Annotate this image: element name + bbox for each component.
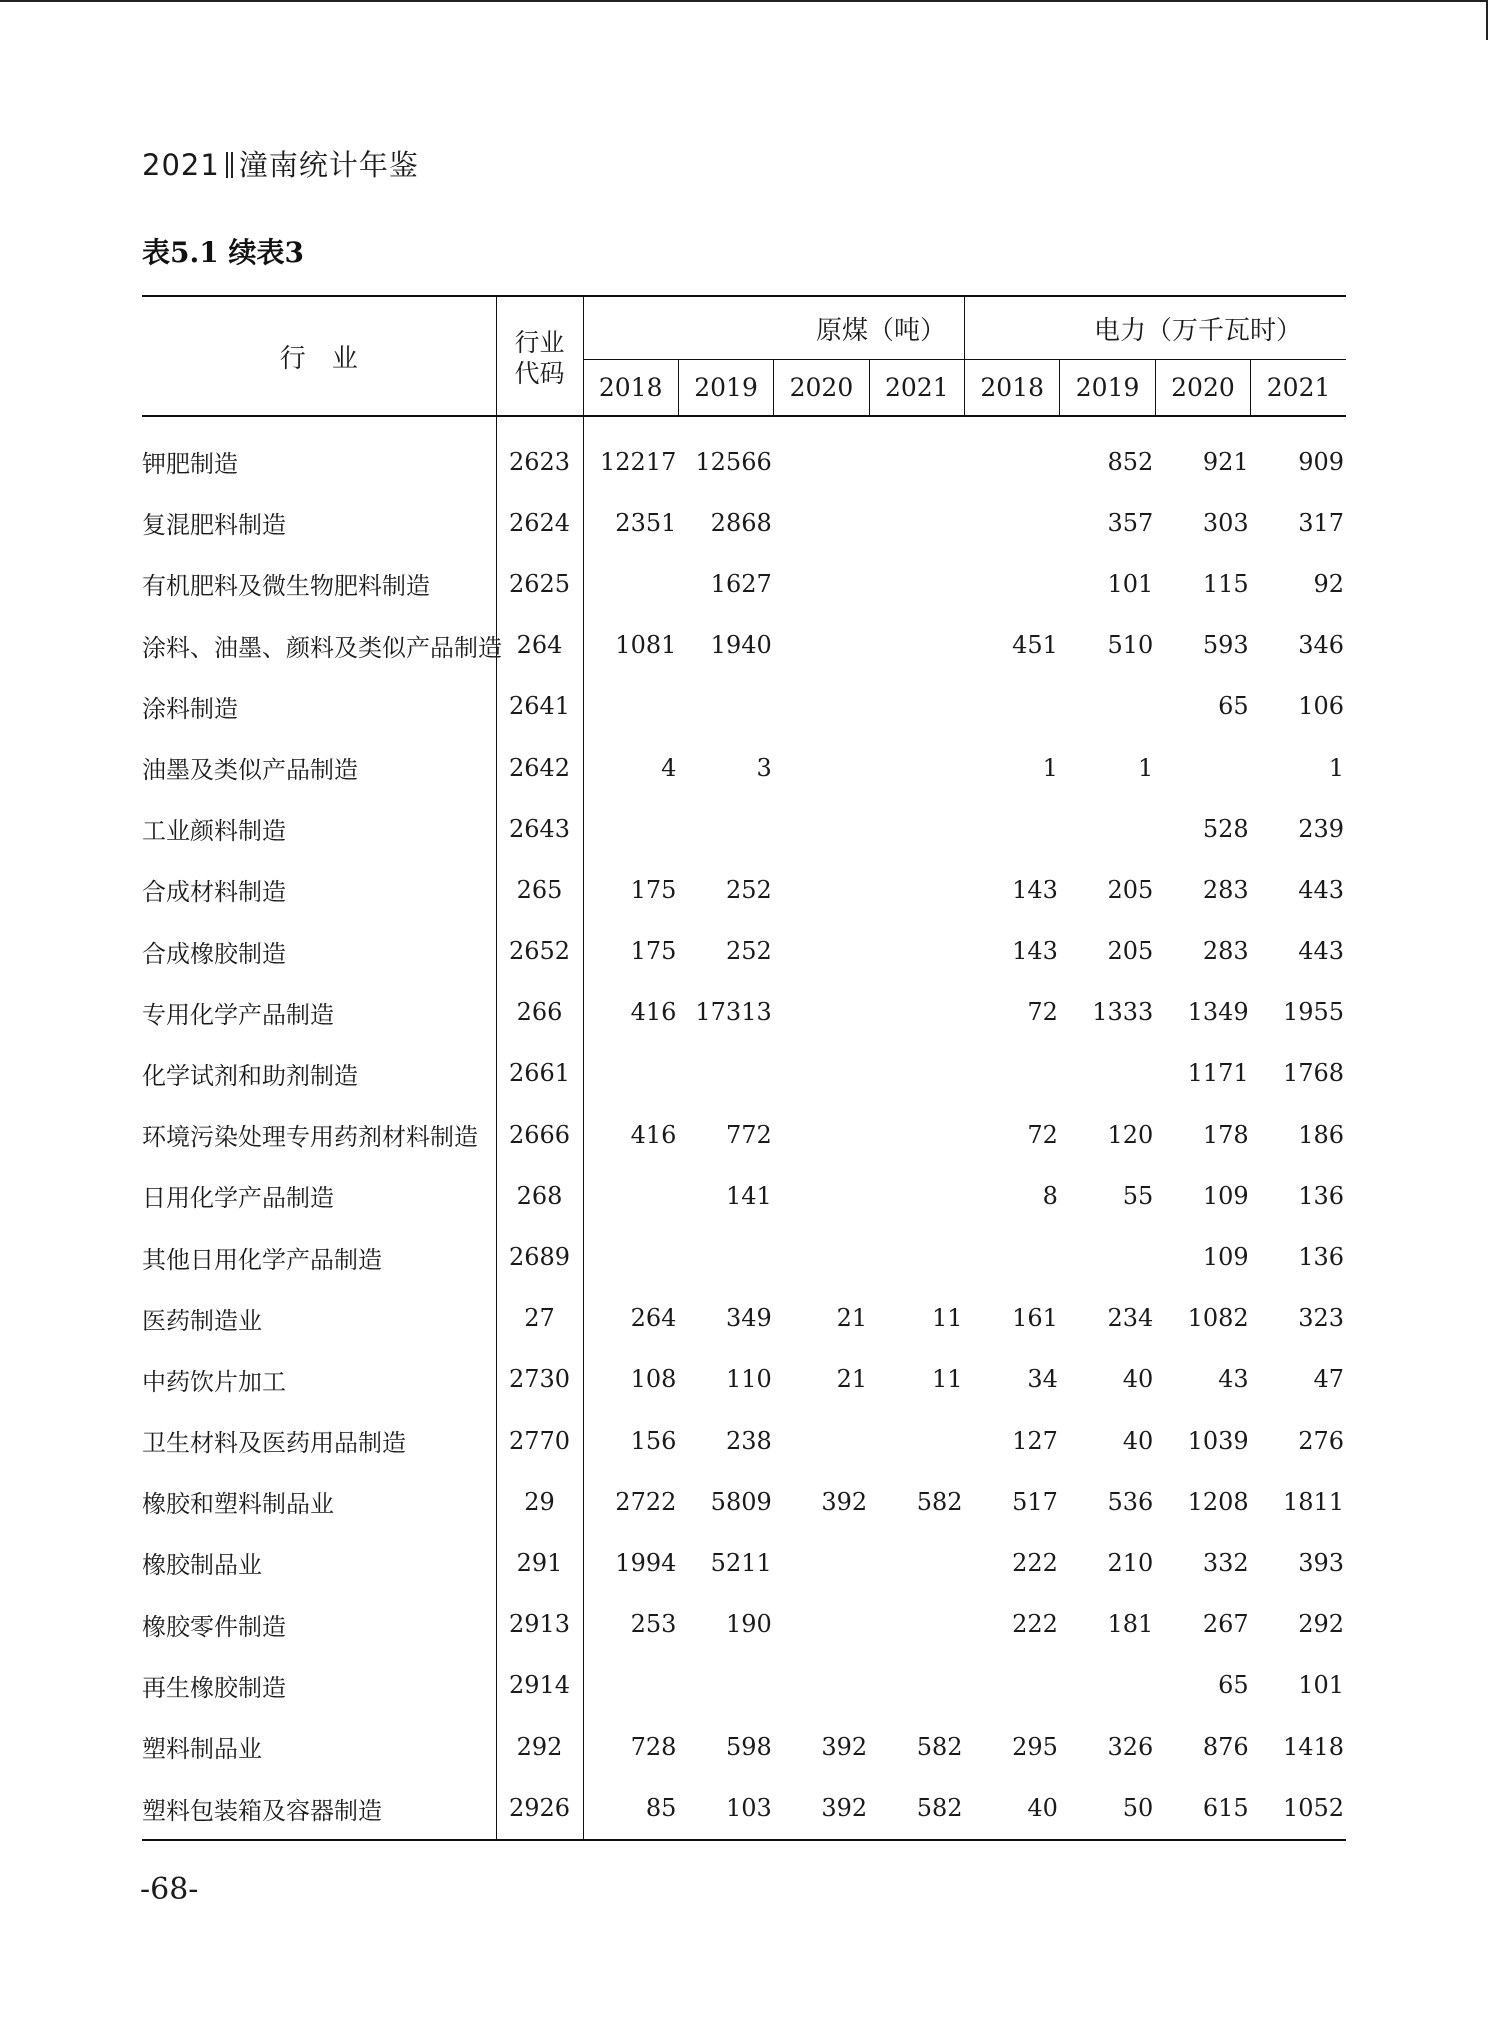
power-value-cell: 292 — [1298, 1610, 1345, 1639]
power-value-cell: 876 — [1202, 1732, 1249, 1761]
industry-code-cell: 27 — [496, 1288, 583, 1349]
coal-value-cell — [869, 1165, 964, 1226]
power-value-cell: 528 — [1202, 814, 1249, 843]
power-value-cell: 181 — [1107, 1610, 1154, 1639]
power-value-cell: 283 — [1202, 937, 1249, 966]
coal-value-cell: 2722 — [615, 1487, 677, 1516]
coal-value-cell — [869, 1655, 964, 1716]
industry-code-cell: 2643 — [496, 798, 583, 859]
coal-value-cell: 175 — [630, 937, 677, 966]
coal-value-cell: 2868 — [710, 508, 772, 537]
power-value-cell — [1060, 1226, 1155, 1287]
statistics-table — [142, 295, 1346, 1841]
power-value-cell: 92 — [1313, 569, 1345, 598]
table-row — [142, 1777, 1346, 1840]
statistics-table-container — [142, 295, 1346, 1841]
industry-name-cell: 再生橡胶制造 — [142, 1655, 496, 1716]
coal-value-cell: 110 — [725, 1365, 772, 1394]
table-row — [142, 1532, 1346, 1593]
header-separator — [226, 152, 233, 178]
industry-name-cell: 化学试剂和助剂制造 — [142, 1043, 496, 1104]
coal-value-cell: 21 — [836, 1304, 868, 1333]
coal-value-cell: 11 — [931, 1304, 963, 1333]
power-value-cell: 510 — [1107, 631, 1154, 660]
power-value-cell: 136 — [1298, 1181, 1345, 1210]
table-row — [142, 859, 1346, 920]
power-value-cell: 323 — [1298, 1304, 1345, 1333]
coal-value-cell — [583, 676, 678, 737]
power-value-cell: 1208 — [1187, 1487, 1249, 1516]
industry-code-cell: 2623 — [496, 416, 583, 492]
table-row — [142, 1716, 1346, 1777]
power-value-cell — [1155, 737, 1250, 798]
coal-value-cell — [583, 553, 678, 614]
table-row — [142, 1655, 1346, 1716]
industry-code-cell: 268 — [496, 1165, 583, 1226]
coal-value-cell: 1081 — [615, 631, 677, 660]
power-value-cell: 1171 — [1187, 1059, 1249, 1088]
industry-code-cell: 2641 — [496, 676, 583, 737]
power-value-cell: 326 — [1107, 1732, 1154, 1761]
coal-value-cell — [869, 1410, 964, 1471]
coal-value-cell: 4 — [661, 753, 677, 782]
power-year-header: 2018 — [965, 360, 1060, 417]
industry-code-cell: 2914 — [496, 1655, 583, 1716]
industry-name-cell: 涂料、油墨、颜料及类似产品制造 — [142, 615, 496, 676]
table-row — [142, 1471, 1346, 1532]
industry-name-cell: 橡胶零件制造 — [142, 1594, 496, 1655]
power-value-cell: 55 — [1122, 1181, 1154, 1210]
power-value-cell: 43 — [1218, 1365, 1249, 1394]
power-value-cell: 106 — [1298, 692, 1345, 721]
power-value-cell: 239 — [1298, 814, 1345, 843]
coal-value-cell: 253 — [630, 1610, 677, 1639]
coal-value-cell: 5809 — [710, 1487, 772, 1516]
industry-name-cell: 医药制造业 — [142, 1288, 496, 1349]
power-value-cell: 536 — [1107, 1487, 1154, 1516]
power-value-cell — [1060, 1655, 1155, 1716]
coal-value-cell — [869, 1043, 964, 1104]
coal-value-cell — [774, 982, 869, 1043]
running-header — [142, 143, 419, 184]
coal-value-cell — [774, 676, 869, 737]
power-value-cell: 852 — [1107, 447, 1154, 476]
power-value-cell: 1 — [1328, 753, 1345, 782]
coal-value-cell: 1627 — [710, 569, 772, 598]
coal-value-cell: 416 — [630, 1120, 677, 1149]
power-value-cell: 72 — [1027, 1120, 1058, 1149]
coal-value-cell: 17313 — [695, 998, 772, 1027]
power-value-cell: 1333 — [1092, 998, 1154, 1027]
coal-value-cell — [774, 859, 869, 920]
industry-name-cell: 其他日用化学产品制造 — [142, 1226, 496, 1287]
coal-value-cell — [583, 1226, 678, 1287]
coal-value-cell — [774, 1594, 869, 1655]
power-value-cell: 161 — [1012, 1304, 1058, 1333]
power-value-cell: 136 — [1298, 1243, 1345, 1272]
industry-name-cell: 工业颜料制造 — [142, 798, 496, 859]
industry-name-cell: 有机肥料及微生物肥料制造 — [142, 553, 496, 614]
table-body — [142, 416, 1346, 1840]
power-value-cell: 1811 — [1282, 1487, 1345, 1516]
coal-value-cell — [869, 737, 964, 798]
coal-value-cell — [869, 1226, 964, 1287]
power-value-cell — [965, 1043, 1060, 1104]
industry-name-cell: 合成材料制造 — [142, 859, 496, 920]
power-value-cell: 1082 — [1187, 1304, 1249, 1333]
coal-value-cell — [869, 492, 964, 553]
coal-value-cell: 156 — [630, 1426, 677, 1455]
table-header — [142, 296, 1346, 416]
power-value-cell: 276 — [1298, 1426, 1345, 1455]
industry-code-cell: 2666 — [496, 1104, 583, 1165]
page-edge-line-top — [0, 0, 1488, 2]
coal-value-cell — [583, 1165, 678, 1226]
power-value-cell: 65 — [1218, 1671, 1249, 1700]
power-value-cell: 303 — [1202, 508, 1249, 537]
table-row — [142, 416, 1346, 492]
power-value-cell: 8 — [1042, 1181, 1058, 1210]
power-value-cell: 143 — [1012, 875, 1058, 904]
power-value-cell: 1955 — [1282, 998, 1345, 1027]
coal-value-cell — [774, 1410, 869, 1471]
industry-code-cell: 265 — [496, 859, 583, 920]
power-value-cell: 1 — [1137, 753, 1154, 782]
power-value-cell: 120 — [1107, 1120, 1154, 1149]
power-value-cell: 1418 — [1282, 1732, 1345, 1761]
coal-value-cell: 21 — [836, 1365, 868, 1394]
power-value-cell: 593 — [1202, 631, 1249, 660]
industry-name-cell: 塑料包装箱及容器制造 — [142, 1777, 496, 1840]
table-row — [142, 1104, 1346, 1165]
power-value-cell: 72 — [1027, 998, 1058, 1027]
coal-year-header: 2020 — [774, 360, 869, 417]
industry-name-cell: 复混肥料制造 — [142, 492, 496, 553]
industry-name-cell: 合成橡胶制造 — [142, 921, 496, 982]
coal-value-cell — [774, 615, 869, 676]
power-value-cell — [1060, 676, 1155, 737]
industry-name-cell: 专用化学产品制造 — [142, 982, 496, 1043]
coal-value-cell: 190 — [725, 1610, 772, 1639]
coal-value-cell: 582 — [916, 1487, 963, 1516]
header-book-title: 潼南统计年鉴 — [238, 148, 419, 182]
power-value-cell: 205 — [1107, 937, 1154, 966]
power-value-cell — [965, 553, 1060, 614]
table-row — [142, 1410, 1346, 1471]
industry-code-cell: 2625 — [496, 553, 583, 614]
coal-value-cell: 108 — [630, 1365, 677, 1394]
column-header-code-line1: 行业 — [514, 327, 565, 357]
industry-name-cell: 涂料制造 — [142, 676, 496, 737]
power-value-cell: 357 — [1107, 508, 1154, 537]
coal-value-cell: 85 — [583, 1777, 678, 1840]
power-value-cell: 517 — [1012, 1487, 1058, 1516]
power-value-cell: 127 — [1012, 1426, 1058, 1455]
table-row — [142, 921, 1346, 982]
coal-value-cell: 392 — [821, 1487, 868, 1516]
table-row — [142, 737, 1346, 798]
power-value-cell — [965, 676, 1060, 737]
power-value-cell: 295 — [1012, 1732, 1058, 1761]
power-value-cell: 34 — [1027, 1365, 1058, 1394]
power-value-cell: 283 — [1202, 875, 1249, 904]
power-value-cell: 205 — [1107, 875, 1154, 904]
coal-value-cell — [869, 1532, 964, 1593]
coal-value-cell: 252 — [725, 937, 772, 966]
power-value-cell: 101 — [1107, 569, 1154, 598]
industry-code-cell: 2770 — [496, 1410, 583, 1471]
power-value-cell: 393 — [1298, 1548, 1345, 1577]
industry-name-cell: 橡胶制品业 — [142, 1532, 496, 1593]
column-header-code — [496, 296, 583, 416]
coal-value-cell — [774, 1655, 869, 1716]
coal-value-cell — [869, 921, 964, 982]
table-row — [142, 982, 1346, 1043]
coal-value-cell — [774, 1043, 869, 1104]
power-value-cell: 178 — [1202, 1120, 1249, 1149]
coal-value-cell — [583, 798, 678, 859]
power-value-cell: 40 — [1122, 1426, 1154, 1455]
power-value-cell: 909 — [1298, 447, 1345, 476]
coal-value-cell — [774, 1165, 869, 1226]
power-value-cell — [965, 416, 1060, 492]
power-value-cell: 332 — [1202, 1548, 1249, 1577]
coal-value-cell — [869, 1104, 964, 1165]
industry-code-cell: 264 — [496, 615, 583, 676]
coal-value-cell: 12566 — [695, 447, 772, 476]
coal-value-cell — [869, 798, 964, 859]
power-value-cell — [965, 492, 1060, 553]
power-value-cell — [965, 1226, 1060, 1287]
coal-value-cell — [869, 553, 964, 614]
coal-value-cell: 11 — [931, 1365, 963, 1394]
power-value-cell: 210 — [1107, 1548, 1154, 1577]
coal-value-cell — [774, 492, 869, 553]
table-row — [142, 1043, 1346, 1104]
table-row — [142, 553, 1346, 614]
power-value-cell: 921 — [1202, 447, 1249, 476]
coal-value-cell: 12217 — [600, 447, 677, 476]
industry-code-cell: 292 — [496, 1716, 583, 1777]
coal-value-cell — [678, 676, 773, 737]
industry-code-cell: 291 — [496, 1532, 583, 1593]
coal-value-cell: 103 — [678, 1777, 773, 1840]
power-value-cell: 1349 — [1187, 998, 1249, 1027]
coal-value-cell: 141 — [725, 1181, 772, 1210]
coal-value-cell — [774, 1532, 869, 1593]
power-value-cell: 267 — [1202, 1610, 1249, 1639]
coal-value-cell: 392 — [821, 1732, 868, 1761]
table-row — [142, 1594, 1346, 1655]
power-value-cell: 443 — [1298, 875, 1345, 904]
industry-code-cell: 2642 — [496, 737, 583, 798]
power-value-cell — [965, 798, 1060, 859]
table-row — [142, 492, 1346, 553]
coal-value-cell: 349 — [725, 1304, 772, 1333]
power-value-cell: 40 — [1122, 1365, 1154, 1394]
industry-name-cell: 橡胶和塑料制品业 — [142, 1471, 496, 1532]
power-value-cell: 115 — [1202, 569, 1249, 598]
coal-value-cell — [774, 798, 869, 859]
coal-value-cell — [869, 859, 964, 920]
industry-code-cell: 266 — [496, 982, 583, 1043]
coal-value-cell — [869, 982, 964, 1043]
coal-value-cell — [869, 676, 964, 737]
header-year: 2021 — [142, 148, 220, 182]
industry-name-cell: 环境污染处理专用药剂材料制造 — [142, 1104, 496, 1165]
table-row — [142, 798, 1346, 859]
coal-value-cell — [583, 1655, 678, 1716]
table-row — [142, 1165, 1346, 1226]
table-title: 表5.1 续表3 — [142, 236, 304, 269]
power-value-cell: 47 — [1313, 1365, 1345, 1394]
industry-code-cell: 2652 — [496, 921, 583, 982]
power-value-cell: 109 — [1202, 1181, 1249, 1210]
coal-value-cell: 416 — [630, 998, 677, 1027]
industry-code-cell: 2624 — [496, 492, 583, 553]
coal-value-cell: 1940 — [710, 631, 772, 660]
coal-value-cell: 598 — [725, 1732, 772, 1761]
coal-value-cell — [774, 921, 869, 982]
power-value-cell: 346 — [1298, 631, 1345, 660]
coal-value-cell: 582 — [916, 1732, 963, 1761]
industry-name-cell: 钾肥制造 — [142, 416, 496, 492]
power-value-cell: 1052 — [1251, 1777, 1346, 1840]
power-value-cell: 451 — [1012, 631, 1058, 660]
coal-year-header: 2018 — [583, 360, 678, 417]
industry-code-cell: 2926 — [496, 1777, 583, 1840]
power-value-cell — [1060, 798, 1155, 859]
power-value-cell: 234 — [1107, 1304, 1154, 1333]
power-value-cell: 109 — [1202, 1243, 1249, 1272]
power-year-header: 2020 — [1155, 360, 1250, 417]
industry-code-cell: 2730 — [496, 1349, 583, 1410]
power-value-cell: 615 — [1155, 1777, 1250, 1840]
coal-value-cell: 582 — [869, 1777, 964, 1840]
coal-value-cell — [869, 416, 964, 492]
coal-value-cell: 238 — [725, 1426, 772, 1455]
power-value-cell: 143 — [1012, 937, 1058, 966]
coal-value-cell — [678, 1226, 773, 1287]
coal-value-cell: 175 — [630, 875, 677, 904]
coal-value-cell: 5211 — [710, 1548, 772, 1577]
industry-name-cell: 油墨及类似产品制造 — [142, 737, 496, 798]
power-value-cell: 1039 — [1187, 1426, 1249, 1455]
column-group-coal: 原煤（吨） — [583, 296, 965, 360]
power-value-cell: 222 — [1012, 1610, 1058, 1639]
coal-value-cell — [678, 1655, 773, 1716]
industry-name-cell: 卫生材料及医药用品制造 — [142, 1410, 496, 1471]
industry-name-cell: 中药饮片加工 — [142, 1349, 496, 1410]
column-header-code-line2: 代码 — [514, 358, 565, 388]
power-value-cell — [1060, 1043, 1155, 1104]
coal-value-cell: 392 — [774, 1777, 869, 1840]
coal-year-header: 2019 — [678, 360, 773, 417]
coal-value-cell — [678, 1043, 773, 1104]
coal-value-cell: 772 — [725, 1120, 772, 1149]
coal-value-cell — [774, 1104, 869, 1165]
coal-value-cell: 1994 — [615, 1548, 677, 1577]
coal-value-cell — [774, 416, 869, 492]
coal-value-cell — [774, 737, 869, 798]
power-value-cell: 222 — [1012, 1548, 1058, 1577]
power-value-cell: 443 — [1298, 937, 1345, 966]
industry-name-cell: 日用化学产品制造 — [142, 1165, 496, 1226]
table-row — [142, 1288, 1346, 1349]
column-header-industry: 行 业 — [142, 296, 496, 416]
coal-value-cell: 728 — [630, 1732, 677, 1761]
power-value-cell: 1 — [1042, 753, 1058, 782]
coal-year-header: 2021 — [869, 360, 964, 417]
power-value-cell: 101 — [1298, 1671, 1345, 1700]
coal-value-cell — [583, 1043, 678, 1104]
power-value-cell — [965, 1655, 1060, 1716]
coal-value-cell: 3 — [756, 753, 772, 782]
column-group-power: 电力（万千瓦时） — [965, 296, 1347, 360]
table-row — [142, 676, 1346, 737]
power-value-cell: 50 — [1060, 1777, 1155, 1840]
power-value-cell: 40 — [965, 1777, 1060, 1840]
coal-value-cell: 2351 — [615, 508, 677, 537]
table-row — [142, 1226, 1346, 1287]
power-value-cell: 1768 — [1282, 1059, 1345, 1088]
table-row — [142, 615, 1346, 676]
power-value-cell: 186 — [1298, 1120, 1345, 1149]
coal-value-cell — [774, 553, 869, 614]
coal-value-cell — [869, 615, 964, 676]
industry-code-cell: 29 — [496, 1471, 583, 1532]
coal-value-cell: 264 — [630, 1304, 677, 1333]
industry-code-cell: 2689 — [496, 1226, 583, 1287]
coal-value-cell: 252 — [725, 875, 772, 904]
industry-code-cell: 2913 — [496, 1594, 583, 1655]
coal-value-cell — [774, 1226, 869, 1287]
power-year-header: 2021 — [1251, 360, 1346, 417]
page-number: -68- — [140, 1872, 199, 1907]
coal-value-cell — [869, 1594, 964, 1655]
coal-value-cell — [678, 798, 773, 859]
industry-code-cell: 2661 — [496, 1043, 583, 1104]
industry-name-cell: 塑料制品业 — [142, 1716, 496, 1777]
power-year-header: 2019 — [1060, 360, 1155, 417]
power-value-cell: 317 — [1298, 508, 1345, 537]
power-value-cell: 65 — [1218, 692, 1249, 721]
table-row — [142, 1349, 1346, 1410]
